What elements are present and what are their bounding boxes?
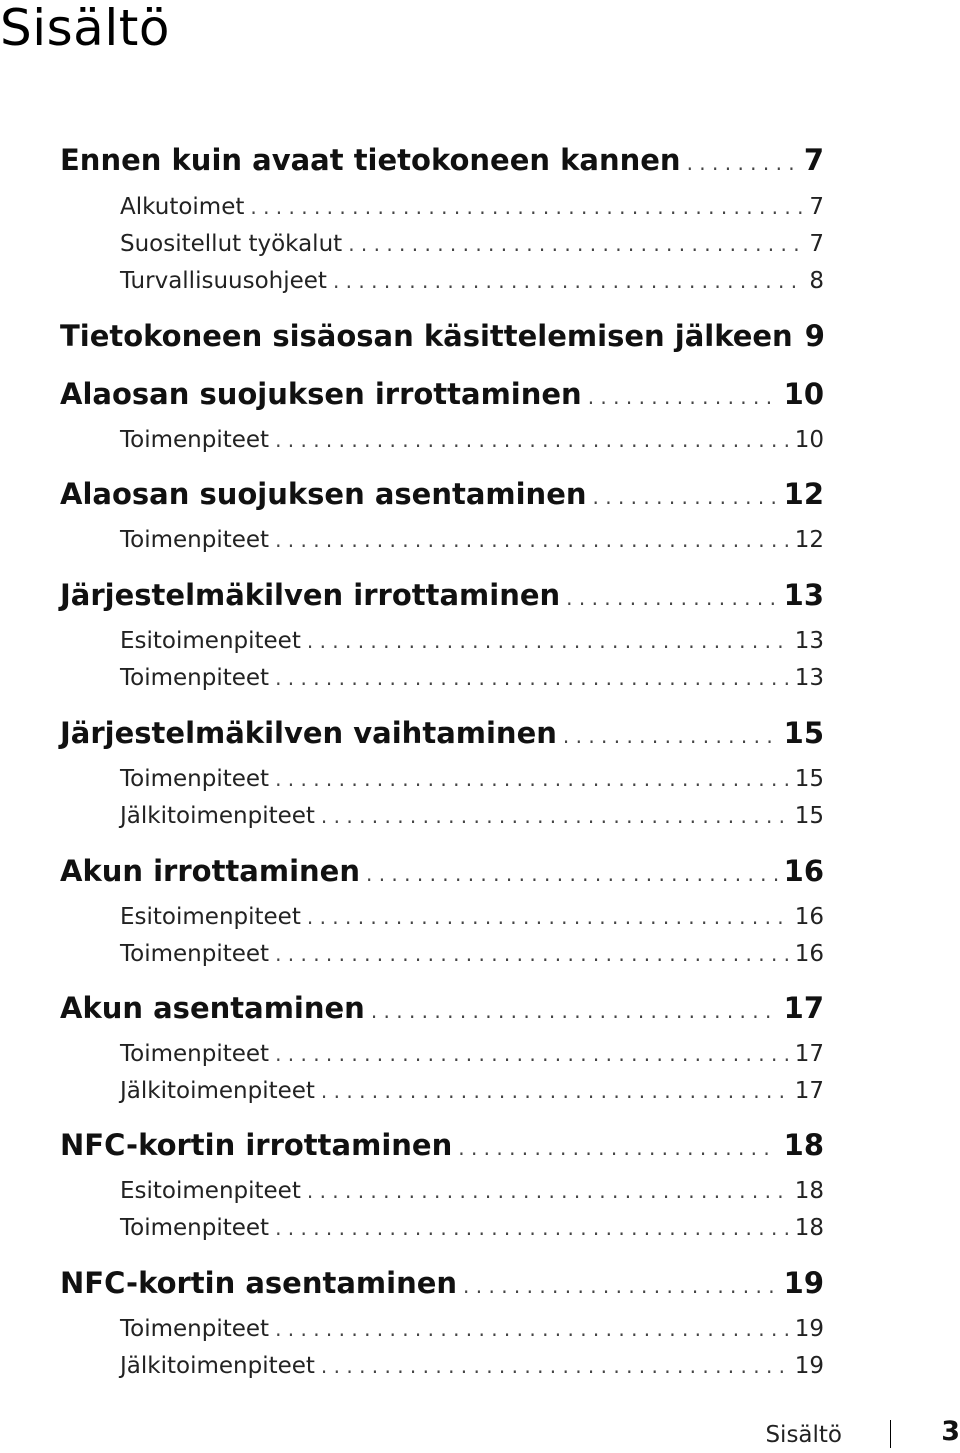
toc-entry-page-number: 12	[794, 527, 824, 553]
toc-dot-leader	[348, 228, 803, 260]
toc-section-entry[interactable]	[120, 625, 824, 657]
toc-section-entry[interactable]	[120, 1212, 824, 1244]
toc-entry-page-number: 15	[783, 716, 824, 750]
toc-entry-page-number: 13	[783, 578, 824, 612]
toc-entry-page-number: 19	[794, 1316, 824, 1342]
toc-entry-page-number: 19	[783, 1266, 824, 1300]
toc-entry-title: Tietokoneen sisäosan käsittelemisen jälkeen	[60, 319, 793, 353]
toc-entry-title: Turvallisuusohjeet	[120, 268, 327, 294]
toc-chapter-entry[interactable]	[60, 1263, 824, 1303]
toc-entry-title: Alkutoimet	[120, 194, 245, 220]
toc-dot-leader	[275, 662, 789, 694]
footer-page-number: 3	[941, 1416, 960, 1447]
toc-chapter-entry[interactable]	[60, 374, 824, 414]
toc-chapter-entry[interactable]	[60, 575, 824, 615]
toc-entry-page-number: 10	[783, 377, 824, 411]
toc-dot-leader	[321, 1350, 789, 1382]
toc-dot-leader	[275, 763, 789, 795]
toc-entry-title: Järjestelmäkilven irrottaminen	[60, 578, 561, 612]
toc-dot-leader	[458, 1128, 777, 1168]
toc-section-entry[interactable]	[120, 1350, 824, 1382]
toc-entry-title: Suositellut työkalut	[120, 231, 343, 257]
toc-entry-page-number: 15	[794, 803, 824, 829]
toc-section-entry[interactable]	[120, 901, 824, 933]
toc-entry-page-number: 17	[783, 991, 824, 1025]
toc-section-entry[interactable]	[120, 424, 824, 456]
page-footer	[0, 1418, 960, 1453]
toc-section-entry[interactable]	[120, 763, 824, 795]
toc-entry-page-number: 18	[794, 1178, 824, 1204]
toc-dot-leader	[275, 1313, 789, 1345]
toc-entry-page-number: 13	[794, 665, 824, 691]
toc-dot-leader	[275, 1038, 789, 1070]
toc-entry-title: Jälkitoimenpiteet	[120, 1078, 315, 1104]
toc-entry-title: Toimenpiteet	[120, 941, 270, 967]
toc-dot-leader	[250, 191, 803, 223]
toc-entry-title: Esitoimenpiteet	[120, 904, 301, 930]
toc-entry-title: Akun irrottaminen	[60, 854, 360, 888]
footer-section-label: Sisältö	[765, 1422, 842, 1448]
toc-dot-leader	[307, 901, 789, 933]
toc-entry-title: NFC-kortin irrottaminen	[60, 1128, 453, 1162]
page-title: Sisältö	[0, 0, 170, 57]
toc-dot-leader	[275, 938, 789, 970]
toc-section-entry[interactable]	[120, 800, 824, 832]
toc-entry-title: Järjestelmäkilven vaihtaminen	[60, 716, 557, 750]
toc-entry-title: Jälkitoimenpiteet	[120, 1353, 315, 1379]
toc-dot-leader	[593, 477, 778, 517]
toc-chapter-entry[interactable]	[60, 851, 824, 891]
toc-dot-leader	[307, 625, 789, 657]
toc-section-entry[interactable]	[120, 524, 824, 556]
toc-section-entry[interactable]	[120, 1038, 824, 1070]
toc-entry-title: Toimenpiteet	[120, 665, 270, 691]
toc-dot-leader	[371, 991, 778, 1031]
toc-dot-leader	[566, 578, 777, 618]
toc-entry-page-number: 8	[809, 268, 824, 294]
toc-entry-title: NFC-kortin asentaminen	[60, 1266, 458, 1300]
toc-dot-leader	[563, 716, 778, 756]
toc-section-entry[interactable]	[120, 191, 824, 223]
toc-entry-page-number: 7	[809, 231, 824, 257]
toc-entry-page-number: 17	[794, 1078, 824, 1104]
toc-entry-page-number: 13	[794, 628, 824, 654]
toc-entry-page-number: 7	[809, 194, 824, 220]
toc-entry-title: Toimenpiteet	[120, 766, 270, 792]
footer-divider	[890, 1420, 891, 1448]
toc-entry-page-number: 18	[783, 1128, 824, 1162]
toc-entry-page-number: 16	[783, 854, 824, 888]
toc-section-entry[interactable]	[120, 938, 824, 970]
toc-dot-leader	[307, 1175, 789, 1207]
toc-entry-title: Toimenpiteet	[120, 527, 270, 553]
toc-chapter-entry[interactable]	[60, 713, 824, 753]
toc-chapter-entry[interactable]	[60, 140, 824, 180]
toc-entry-title: Toimenpiteet	[120, 427, 270, 453]
toc-entry-page-number: 16	[794, 941, 824, 967]
toc-dot-leader	[275, 1212, 789, 1244]
toc-entry-page-number: 7	[803, 143, 824, 177]
toc-chapter-entry[interactable]	[60, 316, 824, 356]
toc-entry-title: Toimenpiteet	[120, 1215, 270, 1241]
toc-entry-page-number: 9	[804, 319, 825, 353]
toc-entry-title: Alaosan suojuksen asentaminen	[60, 477, 587, 511]
toc-section-entry[interactable]	[120, 1075, 824, 1107]
toc-section-entry[interactable]	[120, 1175, 824, 1207]
toc-chapter-entry[interactable]	[60, 988, 824, 1028]
toc-entry-title: Esitoimenpiteet	[120, 1178, 301, 1204]
toc-entry-page-number: 12	[783, 477, 824, 511]
toc-entry-page-number: 15	[794, 766, 824, 792]
toc-dot-leader	[275, 424, 789, 456]
toc-dot-leader	[366, 854, 778, 894]
toc-dot-leader	[463, 1266, 778, 1306]
toc-chapter-entry[interactable]	[60, 474, 824, 514]
toc-entry-page-number: 17	[794, 1041, 824, 1067]
toc-entry-page-number: 18	[794, 1215, 824, 1241]
toc-section-entry[interactable]	[120, 662, 824, 694]
toc-entry-title: Ennen kuin avaat tietokoneen kannen	[60, 143, 681, 177]
toc-dot-leader	[321, 800, 789, 832]
toc-entry-title: Jälkitoimenpiteet	[120, 803, 315, 829]
toc-entry-title: Toimenpiteet	[120, 1316, 270, 1342]
toc-section-entry[interactable]	[120, 228, 824, 260]
toc-section-entry[interactable]	[120, 265, 824, 297]
toc-entry-page-number: 16	[794, 904, 824, 930]
toc-section-entry[interactable]	[120, 1313, 824, 1345]
toc-dot-leader	[321, 1075, 789, 1107]
toc-entry-title: Akun asentaminen	[60, 991, 365, 1025]
toc-dot-leader	[275, 524, 789, 556]
toc-entry-title: Toimenpiteet	[120, 1041, 270, 1067]
toc-dot-leader	[333, 265, 803, 297]
toc-entry-title: Alaosan suojuksen irrottaminen	[60, 377, 582, 411]
toc-chapter-entry[interactable]	[60, 1125, 824, 1165]
toc-entry-title: Esitoimenpiteet	[120, 628, 301, 654]
toc-dot-leader	[687, 143, 798, 183]
toc-entry-page-number: 19	[794, 1353, 824, 1379]
toc-entry-page-number: 10	[794, 427, 824, 453]
toc-dot-leader	[588, 377, 778, 417]
